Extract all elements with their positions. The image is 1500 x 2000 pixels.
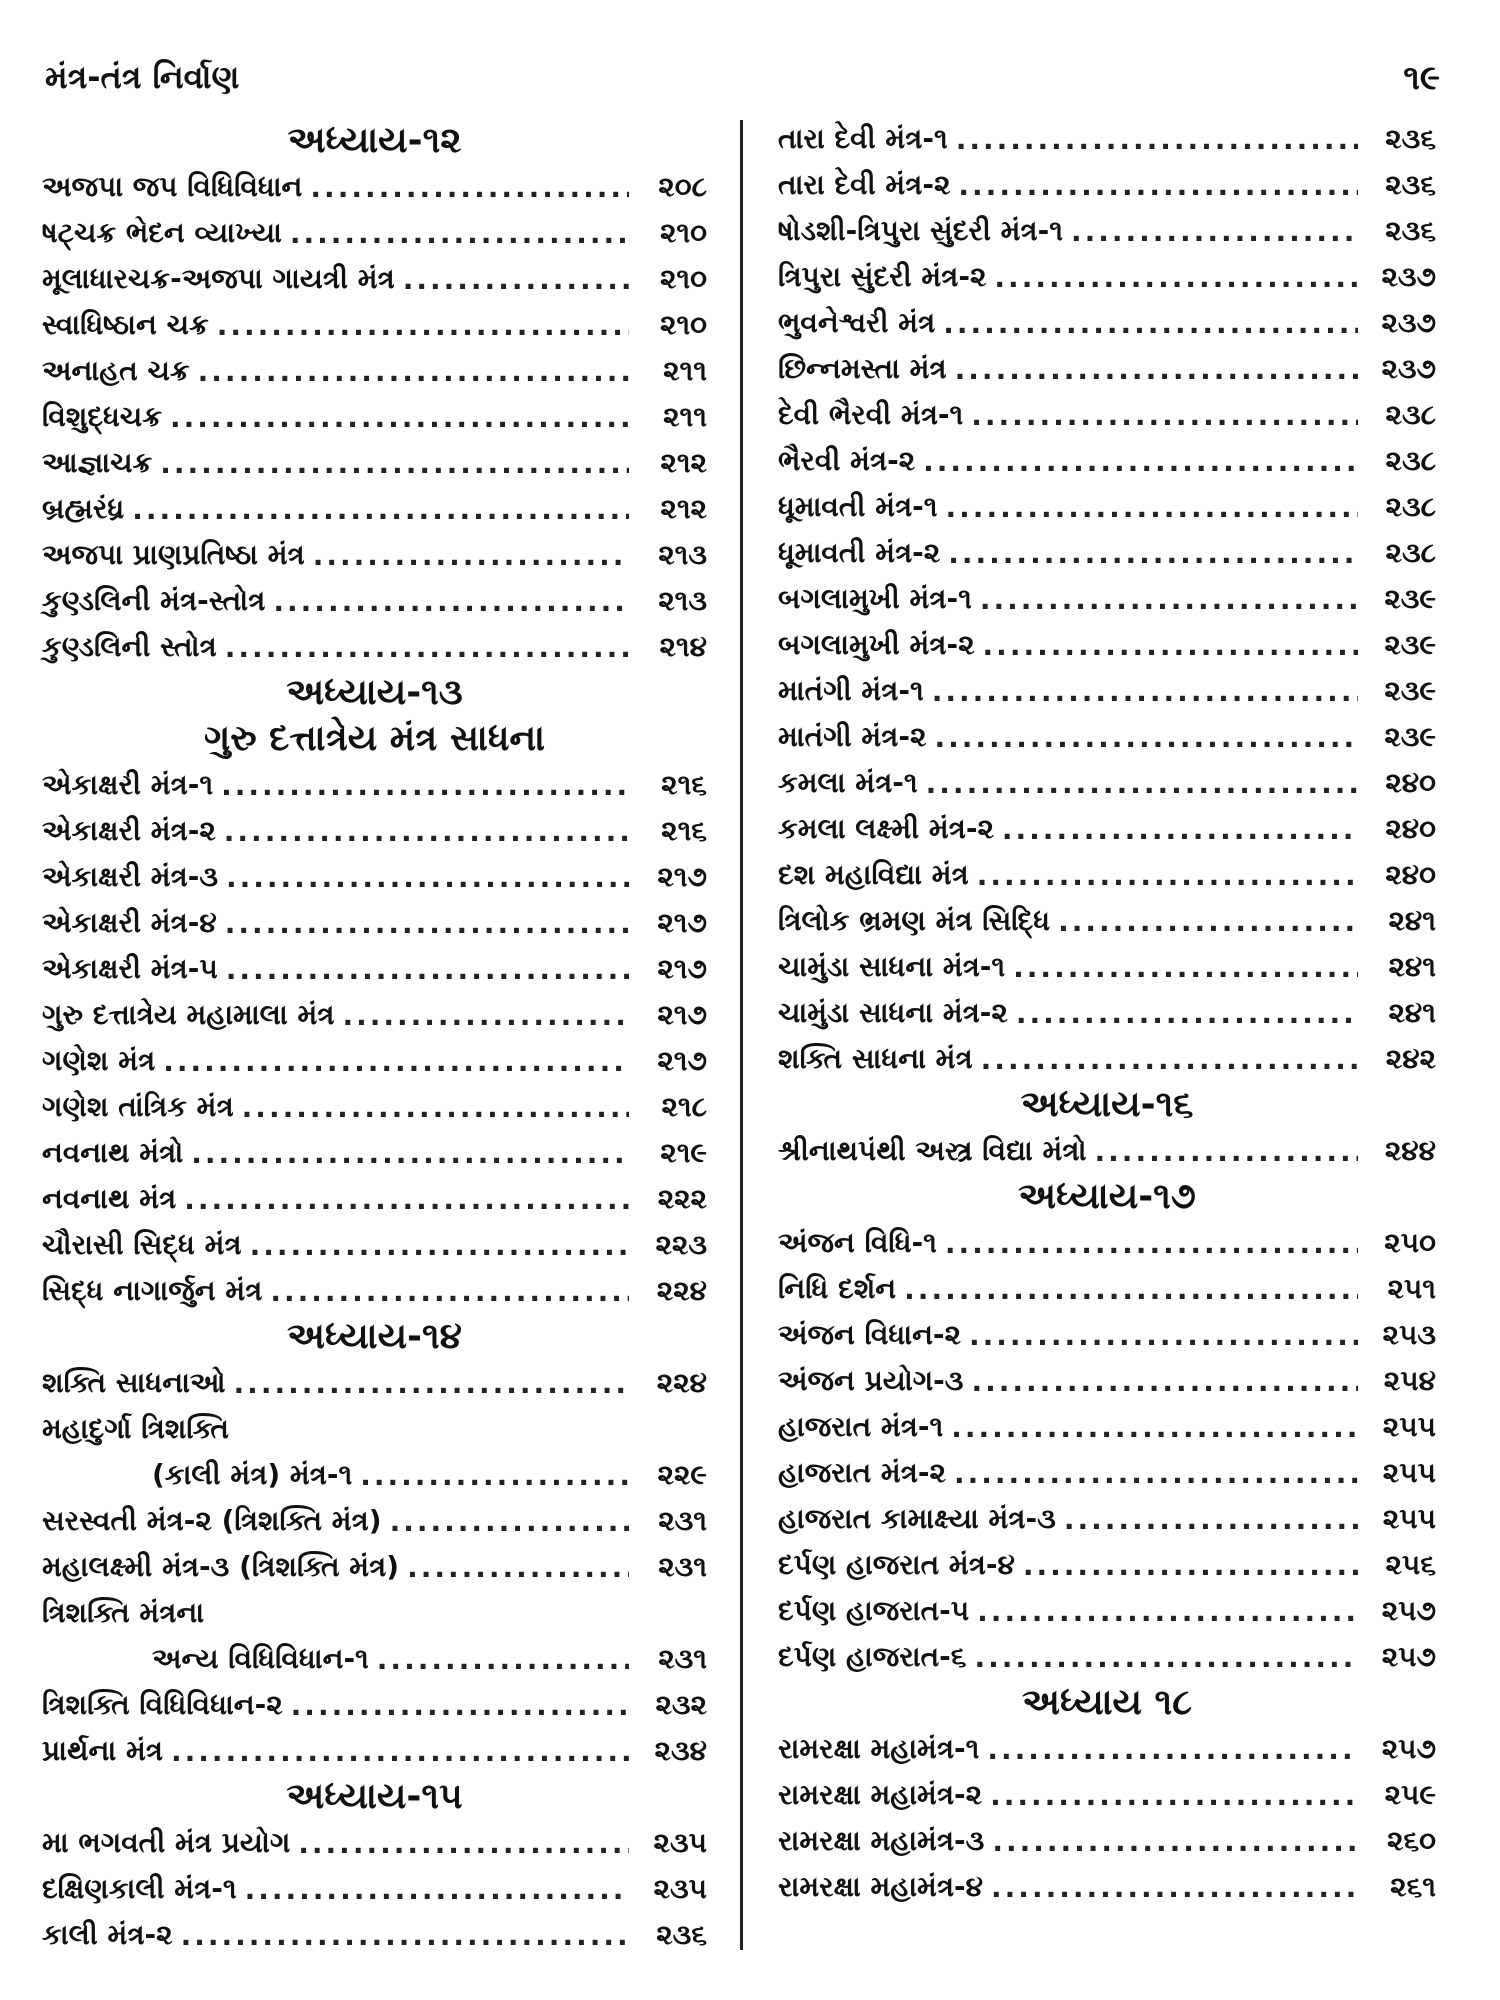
entry-title: એકાક્ષરી મંત્ર-૪ <box>42 906 217 939</box>
toc-entry <box>42 1452 707 1498</box>
toc-entry <box>778 1266 1436 1312</box>
toc-entry <box>42 164 707 210</box>
entry-title: સરસ્વતી મંત્ર-૨ (ત્રિશક્તિ મંત્ર) <box>42 1504 382 1537</box>
chapter-heading: અધ્યાય-૧૭ <box>1018 1176 1196 1217</box>
toc-entry <box>778 1128 1436 1174</box>
toc-entry <box>778 300 1436 346</box>
dot-leader <box>250 1229 629 1262</box>
entry-page-number: ૨૪૦ <box>1385 858 1436 891</box>
entry-page-number: ૨૧૯ <box>660 1136 707 1169</box>
dot-leader <box>171 1735 629 1768</box>
entry-page-number: ૨૧૪ <box>659 630 707 663</box>
toc-entry <box>42 900 707 946</box>
entry-page-number: ૨૩૧ <box>658 1504 707 1537</box>
chapter-heading: અધ્યાય-૧૩ <box>286 672 463 713</box>
entry-title: ષટ્ચક્ર ભેદન વ્યાખ્યા <box>42 216 282 249</box>
dot-leader <box>298 1827 629 1860</box>
toc-entry <box>778 1036 1436 1082</box>
entry-page-number: ૨૬૦ <box>1387 1824 1436 1857</box>
toc-entry <box>778 898 1436 944</box>
entry-title: દર્પણ હાજરાત-૬ <box>778 1640 967 1673</box>
entry-page-number: ૨૫૩ <box>1382 1318 1436 1351</box>
entry-page-number: ૨૩૯ <box>1384 582 1436 615</box>
dot-leader <box>943 307 1358 340</box>
entry-title: ભૈરવી મંત્ર-૨ <box>778 444 916 477</box>
dot-leader <box>980 583 1358 616</box>
chapter-heading: અધ્યાય-૧૪ <box>287 1316 462 1357</box>
dot-leader <box>270 1275 629 1308</box>
dot-leader <box>971 399 1358 432</box>
entry-title: ગુરુ દત્તાત્રેય મહામાલા મંત્ર <box>42 998 335 1031</box>
entry-title: અંજન વિધાન-૨ <box>778 1318 961 1351</box>
entry-title: કાલી મંત્ર-૨ <box>42 1918 173 1951</box>
chapter-heading: અધ્યાય-૧૫ <box>286 1776 463 1817</box>
toc-entry <box>778 990 1436 1036</box>
toc-entry <box>778 1864 1436 1910</box>
entry-title: એકાક્ષરી મંત્ર-૨ <box>42 814 216 847</box>
entry-title: તારા દેવી મંત્ર-૨ <box>778 168 951 201</box>
entry-page-number: ૨૫૭ <box>1381 1594 1436 1627</box>
toc-entry <box>778 806 1436 852</box>
entry-title: દર્પણ હાજરાત મંત્ર-૪ <box>778 1548 1015 1581</box>
entry-page-number: ૨૨૨ <box>657 1182 707 1215</box>
dot-leader <box>226 953 629 986</box>
toc-entry <box>42 578 707 624</box>
dot-leader <box>958 169 1358 202</box>
entry-title: ભુવનેશ્વરી મંત્ર <box>778 306 936 339</box>
toc-entry <box>42 992 707 1038</box>
dot-leader <box>932 675 1358 708</box>
dot-leader <box>377 1643 629 1676</box>
dot-leader <box>342 999 629 1032</box>
entry-page-number: ૨૧૭ <box>657 1044 707 1077</box>
entry-page-number: ૨૪૨ <box>1385 1042 1436 1075</box>
toc-entry <box>778 576 1436 622</box>
entry-title: દશ મહાવિદ્યા મંત્ર <box>778 858 969 891</box>
toc-entry <box>778 1312 1436 1358</box>
toc-entry <box>42 1130 707 1176</box>
entry-title: બ્રહ્મરંધ્ર <box>42 492 125 525</box>
entry-title: આજ્ઞાચક્ર <box>42 446 153 479</box>
entry-page-number: ૨૨૪ <box>656 1274 707 1307</box>
entry-title: દર્પણ હાજરાત-૫ <box>778 1594 970 1627</box>
entry-title: કુણ્ડલિની મંત્ર-સ્તોત્ર <box>42 584 266 617</box>
toc-entry <box>778 852 1436 898</box>
dot-leader <box>923 445 1358 478</box>
entry-title: હાજરાત મંત્ર-૧ <box>778 1410 944 1443</box>
entry-title: રામરક્ષા મહામંત્ર-૧ <box>778 1732 980 1765</box>
toc-entry <box>42 946 707 992</box>
entry-title: મહાદુર્ગા ત્રિશક્તિ <box>42 1412 229 1445</box>
dot-leader <box>224 815 629 848</box>
entry-page-number: ૨૩૬ <box>1385 214 1436 247</box>
dot-leader <box>1002 813 1358 846</box>
entry-page-number: ૨૩૮ <box>1385 398 1436 431</box>
entry-title: અજપા જપ વિધિવિધાન <box>42 170 303 203</box>
entry-title: એકાક્ષરી મંત્ર-૫ <box>42 952 218 985</box>
entry-page-number: ૨૩૮ <box>1385 490 1436 523</box>
toc-entry <box>42 1682 707 1728</box>
dot-leader <box>991 1871 1358 1904</box>
entry-title: ત્રિપુરા સુંદરી મંત્ર-૨ <box>778 260 987 293</box>
toc-entry <box>778 1542 1436 1588</box>
entry-page-number: ૨૪૦ <box>1385 812 1436 845</box>
toc-entry <box>778 530 1436 576</box>
dot-leader <box>971 1365 1358 1398</box>
dot-leader <box>225 907 629 940</box>
toc-entry <box>778 116 1436 162</box>
entry-page-number: ૨૫૫ <box>1382 1410 1436 1443</box>
entry-title: (કાલી મંત્ર) મંત્ર-૧ <box>152 1458 353 1491</box>
entry-title: છિન્નમસ્તા મંત્ર <box>778 352 947 385</box>
toc-entry <box>42 256 707 302</box>
toc-entry <box>778 1450 1436 1496</box>
entry-page-number: ૨૩૯ <box>1384 628 1436 661</box>
toc-entry <box>778 392 1436 438</box>
entry-title: સિદ્ધ નાગાર્જુન મંત્ર <box>42 1274 263 1307</box>
dot-leader <box>948 537 1358 570</box>
entry-page-number: ૨૫૫ <box>1382 1502 1436 1535</box>
entry-page-number: ૨૪૧ <box>1388 904 1436 937</box>
entry-title: પ્રાર્થના મંત્ર <box>42 1734 163 1767</box>
dot-leader <box>217 309 629 342</box>
entry-page-number: ૨૩૬ <box>1385 122 1436 155</box>
entry-page-number: ૨૩૯ <box>1384 674 1436 707</box>
page-number: ૧૯ <box>1403 58 1440 98</box>
entry-title: તારા દેવી મંત્ર-૧ <box>778 122 948 155</box>
toc-column-right <box>778 116 1436 1910</box>
entry-title: અંજન પ્રયોગ-૩ <box>778 1364 964 1397</box>
dot-leader <box>926 767 1358 800</box>
toc-entry <box>42 440 707 486</box>
dot-leader <box>974 1641 1358 1674</box>
entry-title: શક્તિ સાધના મંત્ર <box>778 1042 973 1075</box>
entry-page-number: ૨૫૦ <box>1384 1226 1436 1259</box>
entry-page-number: ૨૧૭ <box>657 860 707 893</box>
chapter-heading: અધ્યાય-૧૨ <box>287 120 462 161</box>
dot-leader <box>951 1411 1358 1444</box>
dot-leader <box>1071 215 1358 248</box>
entry-page-number: ૨૨૪ <box>656 1366 707 1399</box>
entry-title: કમલા મંત્ર-૧ <box>778 766 918 799</box>
toc-entry <box>778 1818 1436 1864</box>
toc-entry <box>42 1498 707 1544</box>
toc-entry <box>778 1726 1436 1772</box>
entry-page-number: ૨૧૩ <box>658 584 707 617</box>
dot-leader <box>273 585 629 618</box>
dot-leader <box>198 355 629 388</box>
toc-entry <box>778 1404 1436 1450</box>
dot-leader <box>163 1045 629 1078</box>
dot-leader <box>977 1595 1358 1628</box>
entry-title: ગણેશ મંત્ર <box>42 1044 156 1077</box>
dot-leader <box>245 1873 629 1906</box>
entry-page-number: ૨૩૯ <box>1384 720 1436 753</box>
dot-leader <box>946 491 1358 524</box>
dot-leader <box>987 1733 1358 1766</box>
entry-title: ષોડશી-ત્રિપુરા સુંદરી મંત્ર-૧ <box>778 214 1063 247</box>
dot-leader <box>1095 1135 1358 1168</box>
toc-entry-line <box>42 1590 707 1636</box>
entry-page-number: ૨૪૦ <box>1385 766 1436 799</box>
dot-leader <box>955 353 1358 386</box>
dot-leader <box>184 1183 629 1216</box>
toc-entry <box>42 854 707 900</box>
entry-title: ચૌરાસી સિદ્ધ મંત્ર <box>42 1228 242 1261</box>
entry-page-number: ૨૫૭ <box>1381 1732 1436 1765</box>
dot-leader <box>1013 951 1358 984</box>
toc-entry <box>42 1728 707 1774</box>
toc-entry <box>42 532 707 578</box>
dot-leader <box>945 1227 1358 1260</box>
dot-leader <box>934 721 1358 754</box>
toc-entry <box>778 944 1436 990</box>
entry-title: અંજન વિધિ-૧ <box>778 1226 937 1259</box>
entry-page-number: ૨૧૮ <box>661 1090 707 1123</box>
entry-page-number: ૨૪૧ <box>1388 996 1436 1029</box>
entry-title: કુણ્ડલિની સ્તોત્ર <box>42 630 217 663</box>
entry-page-number: ૨૩૬ <box>1385 168 1436 201</box>
toc-entry <box>42 486 707 532</box>
entry-page-number: ૨૬૧ <box>1390 1870 1436 1903</box>
toc-entry <box>42 1544 707 1590</box>
entry-title: ત્રિલોક ભ્રમણ મંત્ર સિદ્ધિ <box>778 904 1051 937</box>
entry-page-number: ૨૧૧ <box>663 354 707 387</box>
entry-title: બગલામુખી મંત્ર-૨ <box>778 628 975 661</box>
entry-page-number: ૨૩૧ <box>658 1550 707 1583</box>
entry-page-number: ૨૪૪ <box>1384 1134 1436 1167</box>
entry-page-number: ૨૫૯ <box>1384 1778 1436 1811</box>
dot-leader <box>170 401 629 434</box>
dot-leader <box>1064 1503 1358 1536</box>
toc-entry <box>778 714 1436 760</box>
entry-page-number: ૨૩૭ <box>1381 306 1436 339</box>
entry-page-number: ૨૨૯ <box>657 1458 707 1491</box>
entry-page-number: ૨૩૧ <box>658 1642 707 1675</box>
entry-title: ત્રિશક્તિ વિધિવિધાન-૨ <box>42 1688 283 1721</box>
dot-leader <box>132 493 629 526</box>
toc-entry <box>42 808 707 854</box>
entry-page-number: ૨૧૨ <box>660 492 707 525</box>
entry-title: એકાક્ષરી મંત્ર-૩ <box>42 860 218 893</box>
entry-title: નવનાથ મંત્ર <box>42 1182 177 1215</box>
toc-entry <box>42 1222 707 1268</box>
toc-entry <box>42 1866 707 1912</box>
dot-leader <box>992 1825 1358 1858</box>
dot-leader <box>234 1367 629 1400</box>
entry-title: ચામુંડા સાધના મંત્ર-૨ <box>778 996 1008 1029</box>
toc-entry <box>778 1496 1436 1542</box>
toc-entry <box>42 1084 707 1130</box>
entry-title: મા ભગવતી મંત્ર પ્રયોગ <box>42 1826 291 1859</box>
entry-page-number: ૨૩૮ <box>1385 536 1436 569</box>
toc-entry <box>42 762 707 808</box>
dot-leader <box>313 539 629 572</box>
dot-leader <box>981 1043 1358 1076</box>
entry-page-number: ૨૫૭ <box>1381 1640 1436 1673</box>
entry-page-number: ૨૧૩ <box>658 538 707 571</box>
entry-title: અન્ય વિધિવિધાન-૧ <box>152 1642 369 1675</box>
entry-page-number: ૨૧૭ <box>657 906 707 939</box>
entry-title: વિશુદ્ધચક્ર <box>42 400 162 433</box>
toc-entry <box>778 438 1436 484</box>
entry-title: નિધિ દર્શન <box>778 1272 897 1305</box>
entry-title: ત્રિશક્તિ મંત્રના <box>42 1596 205 1629</box>
dot-leader <box>977 859 1358 892</box>
entry-title: બગલામુખી મંત્ર-૧ <box>778 582 972 615</box>
dot-leader <box>191 1137 629 1170</box>
toc-entry <box>42 210 707 256</box>
toc-entry <box>778 760 1436 806</box>
toc-entry <box>42 394 707 440</box>
dot-leader <box>1023 1549 1358 1582</box>
entry-title: ધૂમાવતી મંત્ર-૨ <box>778 536 941 569</box>
toc-entry <box>42 624 707 670</box>
dot-leader <box>225 631 629 664</box>
entry-page-number: ૨૦૮ <box>658 170 707 203</box>
entry-page-number: ૨૧૦ <box>659 262 707 295</box>
dot-leader <box>407 1551 629 1584</box>
entry-title: મૂલાધારચક્ર-અજપા ગાયત્રી મંત્ર <box>42 262 395 295</box>
dot-leader <box>983 629 1358 662</box>
entry-title: અનાહત ચક્ર <box>42 354 190 387</box>
entry-title: માતંગી મંત્ર-૧ <box>778 674 924 707</box>
entry-page-number: ૨૩૭ <box>1381 352 1436 385</box>
entry-title: દેવી ભૈરવી મંત્ર-૧ <box>778 398 964 431</box>
entry-page-number: ૨૧૨ <box>660 446 707 479</box>
dot-leader <box>904 1273 1358 1306</box>
entry-title: હાજરાત કામાક્ષ્યા મંત્ર-૩ <box>778 1502 1056 1535</box>
entry-page-number: ૨૫૪ <box>1383 1364 1436 1397</box>
entry-title: રામરક્ષા મહામંત્ર-૨ <box>778 1778 983 1811</box>
book-title: મંત્ર-તંત્ર નિર્વાણ <box>45 58 240 96</box>
toc-entry <box>778 254 1436 300</box>
entry-page-number: ૨૧૦ <box>659 308 707 341</box>
dot-leader <box>290 217 629 250</box>
dot-leader <box>226 861 629 894</box>
entry-title: ગણેશ તાંત્રિક મંત્ર <box>42 1090 234 1123</box>
dot-leader <box>1058 905 1358 938</box>
toc-entry <box>42 1038 707 1084</box>
entry-title: શક્તિ સાધનાઓ <box>42 1366 226 1399</box>
toc-entry <box>778 346 1436 392</box>
entry-page-number: ૨૧૭ <box>657 952 707 985</box>
entry-title: દક્ષિણકાલી મંત્ર-૧ <box>42 1872 237 1905</box>
toc-entry <box>778 1220 1436 1266</box>
entry-title: ચામુંડા સાધના મંત્ર-૧ <box>778 950 1006 983</box>
entry-title: હાજરાત મંત્ર-૨ <box>778 1456 946 1489</box>
entry-page-number: ૨૧૬ <box>661 768 707 801</box>
dot-leader <box>291 1689 629 1722</box>
entry-title: નવનાથ મંત્રો <box>42 1136 184 1169</box>
dot-leader <box>956 123 1358 156</box>
entry-page-number: ૨૩૨ <box>655 1688 707 1721</box>
toc-entry <box>778 162 1436 208</box>
entry-title: અજપા પ્રાણપ્રતિષ્ઠા મંત્ર <box>42 538 305 571</box>
toc-entry <box>42 302 707 348</box>
entry-page-number: ૨૫૧ <box>1387 1272 1436 1305</box>
toc-entry <box>778 1634 1436 1680</box>
entry-title: શ્રીનાથપંથી અસ્ત્ર વિદ્યા મંત્રો <box>778 1134 1087 1167</box>
toc-entry <box>42 1268 707 1314</box>
toc-entry <box>778 484 1436 530</box>
dot-leader <box>221 769 629 802</box>
chapter-heading: ગુરુ દત્તાત્રેય મંત્ર સાધના <box>203 718 546 759</box>
dot-leader <box>969 1319 1358 1352</box>
toc-entry <box>42 1176 707 1222</box>
toc-column-left <box>42 118 707 1958</box>
entry-page-number: ૨૩૫ <box>653 1826 707 1859</box>
dot-leader <box>994 261 1358 294</box>
entry-page-number: ૨૩૫ <box>653 1872 707 1905</box>
entry-page-number: ૨૨૩ <box>655 1228 707 1261</box>
toc-entry-line <box>42 1406 707 1452</box>
dot-leader <box>242 1091 629 1124</box>
column-divider <box>740 120 743 1950</box>
toc-entry <box>42 1636 707 1682</box>
toc-entry <box>778 622 1436 668</box>
dot-leader <box>160 447 629 480</box>
chapter-heading: અધ્યાય ૧૮ <box>1022 1682 1192 1723</box>
toc-entry <box>42 1820 707 1866</box>
entry-title: રામરક્ષા મહામંત્ર-૪ <box>778 1870 984 1903</box>
entry-title: રામરક્ષા મહામંત્ર-૩ <box>778 1824 985 1857</box>
dot-leader <box>403 263 629 296</box>
chapter-heading: અધ્યાય-૧૬ <box>1020 1084 1194 1125</box>
toc-entry <box>42 1912 707 1958</box>
toc-entry <box>778 208 1436 254</box>
entry-page-number: ૨૩૬ <box>656 1918 707 1951</box>
dot-leader <box>390 1505 629 1538</box>
entry-title: માતંગી મંત્ર-૨ <box>778 720 927 753</box>
toc-entry <box>778 1358 1436 1404</box>
entry-title: મહાલક્ષ્મી મંત્ર-૩ (ત્રિશક્તિ મંત્ર) <box>42 1550 400 1583</box>
toc-entry <box>778 668 1436 714</box>
dot-leader <box>954 1457 1358 1490</box>
entry-page-number: ૨૧૦ <box>659 216 707 249</box>
entry-page-number: ૨૩૮ <box>1385 444 1436 477</box>
entry-page-number: ૨૧૧ <box>663 400 707 433</box>
dot-leader <box>310 171 629 204</box>
toc-entry <box>778 1772 1436 1818</box>
entry-title: સ્વાધિષ્ઠાન ચક્ર <box>42 308 209 341</box>
dot-leader <box>181 1919 629 1952</box>
toc-entry <box>778 1588 1436 1634</box>
entry-title: ધૂમાવતી મંત્ર-૧ <box>778 490 938 523</box>
dot-leader <box>1016 997 1358 1030</box>
entry-page-number: ૨૧૭ <box>657 998 707 1031</box>
entry-page-number: ૨૪૧ <box>1388 950 1436 983</box>
entry-title: કમલા લક્ષ્મી મંત્ર-૨ <box>778 812 994 845</box>
entry-page-number: ૨૫૬ <box>1385 1548 1436 1581</box>
toc-entry <box>42 348 707 394</box>
entry-page-number: ૨૩૭ <box>1381 260 1436 293</box>
entry-title: એકાક્ષરી મંત્ર-૧ <box>42 768 214 801</box>
toc-entry <box>42 1360 707 1406</box>
entry-page-number: ૨૩૪ <box>654 1734 707 1767</box>
dot-leader <box>360 1459 629 1492</box>
dot-leader <box>990 1779 1358 1812</box>
entry-page-number: ૨૧૬ <box>661 814 707 847</box>
entry-page-number: ૨૫૫ <box>1382 1456 1436 1489</box>
